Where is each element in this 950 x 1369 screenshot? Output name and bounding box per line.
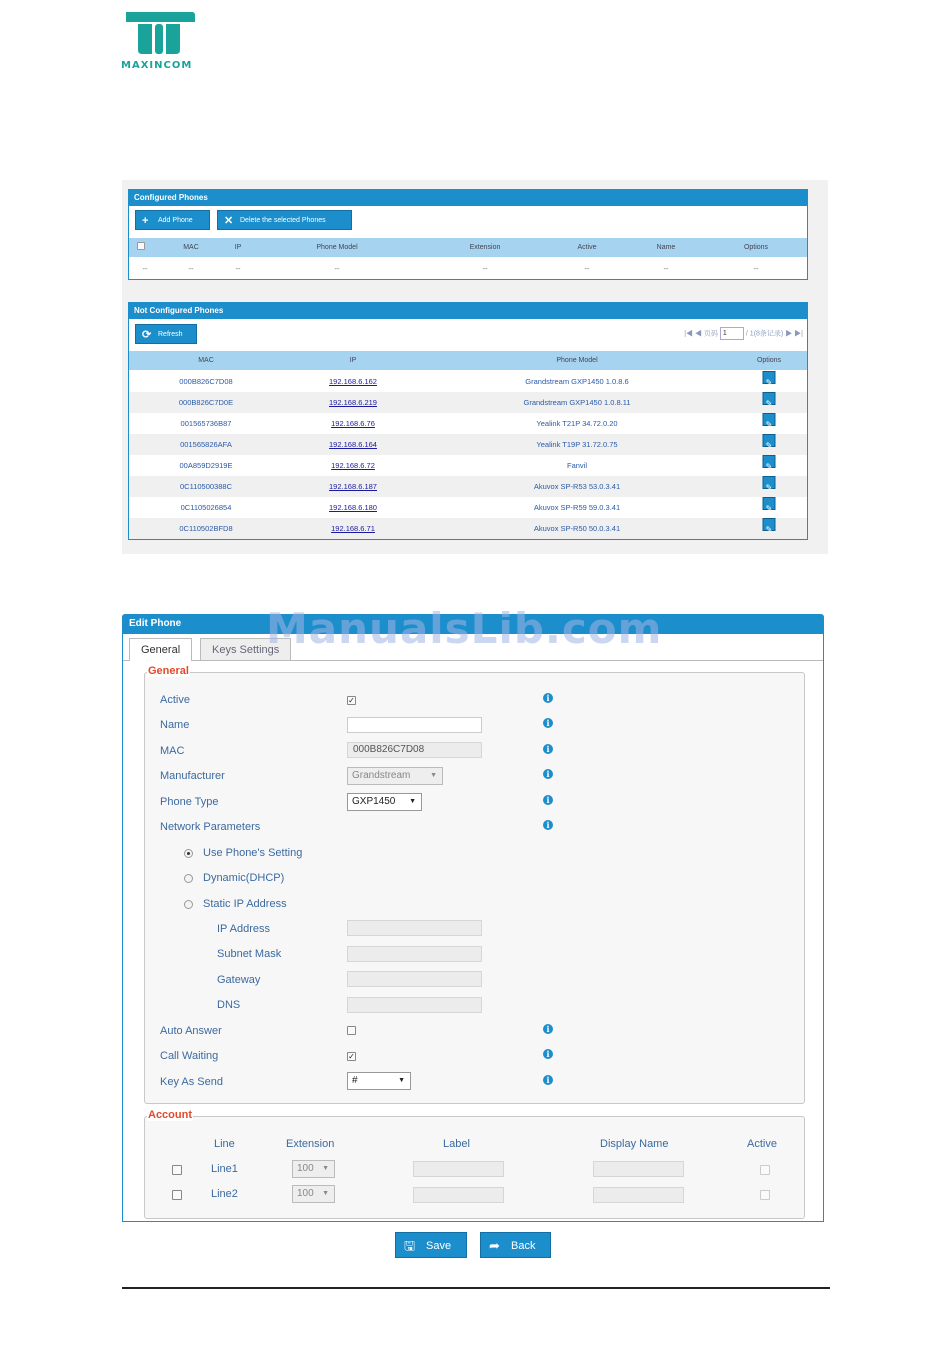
phone-model-cell: Akuvox SP-R53 53.0.3.41: [533, 482, 621, 491]
line1-select-checkbox[interactable]: [172, 1165, 182, 1175]
phone-model-cell: Grandstream GXP1450 1.0.8.6: [525, 377, 629, 386]
static-ip-label: Static IP Address: [203, 898, 287, 910]
general-fieldset: [144, 665, 805, 1104]
info-icon[interactable]: i: [543, 769, 553, 779]
gateway-label: Gateway: [217, 974, 261, 986]
refresh-label: Refresh: [158, 331, 183, 338]
network-parameters-label: Network Parameters: [160, 821, 261, 833]
table-row: 001565826AFA 192.168.6.164 Yealink T19P 31.72.0.75 ✎: [129, 434, 807, 455]
table-row: 00A859D2919E 192.168.6.72 Fanvil ✎: [129, 455, 807, 476]
phone-model-cell: Yealink T19P 31.72.0.75: [536, 440, 618, 449]
ip-link[interactable]: 192.168.6.164: [329, 440, 377, 449]
not-configured-phones-panel: [128, 302, 808, 540]
table-row: -- -- -- -- -- -- -- --: [142, 264, 759, 273]
line2-select-checkbox[interactable]: [172, 1190, 182, 1200]
back-label: Back: [511, 1240, 536, 1252]
phone-type-value: GXP1450: [352, 796, 396, 807]
info-icon[interactable]: i: [543, 718, 553, 728]
dns-input[interactable]: [347, 997, 482, 1013]
line1-active-checkbox[interactable]: [760, 1165, 770, 1175]
mac-label: MAC: [160, 745, 185, 757]
page-total: / 1(8条记录): [745, 330, 784, 338]
phone-model-cell: Akuvox SP-R59 59.0.3.41: [533, 503, 621, 512]
not-configured-title: Not Configured Phones: [129, 303, 807, 319]
configured-phones-title: Configured Phones: [129, 190, 807, 206]
ip-link[interactable]: 192.168.6.72: [331, 461, 375, 470]
ip-link[interactable]: 192.168.6.219: [329, 398, 377, 407]
key-as-send-label: Key As Send: [160, 1076, 223, 1088]
mac-cell: 00A859D2919E: [179, 461, 233, 470]
col-options: Options: [743, 244, 769, 251]
info-icon[interactable]: i: [543, 693, 553, 703]
phone-type-label: Phone Type: [160, 796, 219, 808]
name-label: Name: [160, 719, 190, 731]
pager: [684, 327, 803, 341]
add-phone-button[interactable]: [135, 210, 210, 230]
general-legend: General: [148, 665, 189, 677]
mac-cell: 001565736B87: [180, 419, 232, 428]
table-row: 000B826C7D0E 192.168.6.219 Grandstream GXP1450 1.0.8.11 ✎: [129, 392, 807, 413]
name-input[interactable]: [347, 717, 482, 733]
phone-model-cell: Fanvil: [566, 461, 588, 470]
mac-cell: 0C1105026854: [180, 503, 232, 512]
col-options: Options: [756, 357, 782, 364]
line1-label-input[interactable]: [413, 1161, 504, 1177]
prev-page-icon[interactable]: ◀: [694, 330, 704, 338]
table-row: 0C1105026854 192.168.6.180 Akuvox SP-R59 59.0.3.41 ✎: [129, 497, 807, 518]
save-button[interactable]: [395, 1232, 467, 1258]
line2-label-input[interactable]: [413, 1187, 504, 1203]
info-icon[interactable]: i: [543, 1049, 553, 1059]
table-row: 001565736B87 192.168.6.76 Yealink T21P 34.72.0.20 ✎: [129, 413, 807, 434]
ip-address-label: IP Address: [217, 923, 270, 935]
maxincom-wordmark: MAXINCOM: [121, 60, 193, 71]
col-active: Active: [747, 1138, 777, 1150]
phone-type-select[interactable]: [347, 793, 422, 811]
chevron-down-icon: ▼: [322, 1165, 329, 1172]
auto-answer-checkbox[interactable]: [347, 1026, 356, 1035]
phone-model-cell: Akuvox SP-R50 50.0.3.41: [533, 524, 621, 533]
mac-cell: 001565826AFA: [180, 440, 232, 449]
ip-link[interactable]: 192.168.6.187: [329, 482, 377, 491]
refresh-icon: ⟳: [142, 329, 152, 341]
manufacturer-select[interactable]: [347, 767, 443, 785]
last-page-icon[interactable]: ▶|: [794, 330, 803, 338]
col-ip: IP: [349, 357, 357, 364]
ip-address-input[interactable]: [347, 920, 482, 936]
account-legend: Account: [148, 1109, 192, 1121]
table-row: 000B826C7D08 192.168.6.162 Grandstream GXP1450 1.0.8.6 ✎: [129, 371, 807, 392]
mac-cell: 0C110500388C: [180, 482, 232, 491]
col-extension: Extension: [469, 244, 501, 251]
line1-label: Line1: [211, 1163, 238, 1175]
col-active: Active: [577, 244, 597, 251]
chevron-down-icon: ▼: [430, 772, 437, 779]
ip-link[interactable]: 192.168.6.162: [329, 377, 377, 386]
active-checkbox[interactable]: ✓: [348, 696, 355, 705]
col-line: Line: [214, 1138, 235, 1150]
dns-label: DNS: [217, 999, 241, 1011]
watermark: ManualsLib.com: [266, 604, 663, 653]
chevron-down-icon: ▼: [322, 1190, 329, 1197]
edit-phone-screenshot: [122, 614, 828, 1259]
dhcp-radio[interactable]: [184, 874, 193, 883]
col-extension: Extension: [286, 1138, 335, 1150]
edit-phone-title: Edit Phone: [122, 614, 824, 634]
plus-icon: +: [142, 215, 149, 227]
save-label: Save: [426, 1240, 452, 1252]
info-icon[interactable]: i: [543, 1024, 553, 1034]
subnet-mask-label: Subnet Mask: [217, 948, 282, 960]
tab-keys-settings[interactable]: Keys Settings: [200, 638, 291, 660]
edit-phone-body: [122, 634, 824, 1222]
gateway-input[interactable]: [347, 971, 482, 987]
next-page-icon[interactable]: ▶: [785, 330, 795, 338]
page-input[interactable]: 1: [720, 327, 744, 340]
delete-selected-button[interactable]: [217, 210, 352, 230]
table-row: 0C110500388C 192.168.6.187 Akuvox SP-R53 53.0.3.41 ✎: [129, 476, 807, 497]
manufacturer-label: Manufacturer: [160, 770, 225, 782]
ip-link[interactable]: 192.168.6.180: [329, 503, 377, 512]
col-phone-model: Phone Model: [316, 244, 358, 251]
call-waiting-checkbox[interactable]: ✓: [348, 1052, 355, 1061]
ip-link[interactable]: 192.168.6.71: [331, 524, 375, 533]
line2-display-name-input[interactable]: [593, 1187, 684, 1203]
phone-model-cell: Yealink T21P 34.72.0.20: [536, 419, 618, 428]
table-row: 0C110502BFD8 192.168.6.71 Akuvox SP-R50 50.0.3.41 ✎: [129, 518, 807, 539]
close-icon: ✕: [224, 215, 234, 227]
col-label: Label: [443, 1138, 470, 1150]
info-icon[interactable]: i: [543, 820, 553, 830]
not-configured-table-header: [129, 351, 807, 370]
info-icon[interactable]: i: [543, 795, 553, 805]
account-fieldset: [144, 1109, 805, 1219]
col-mac: MAC: [198, 357, 214, 364]
ip-link[interactable]: 192.168.6.76: [331, 419, 375, 428]
chevron-down-icon: ▼: [409, 798, 416, 805]
col-ip: IP: [234, 244, 242, 251]
page-label: 页码: [703, 330, 718, 338]
key-as-send-value: #: [352, 1075, 358, 1086]
col-name: Name: [656, 244, 676, 251]
tab-general[interactable]: General: [129, 638, 192, 661]
col-display-name: Display Name: [600, 1138, 669, 1150]
refresh-button[interactable]: [135, 324, 197, 344]
first-page-icon[interactable]: |◀: [684, 330, 694, 338]
add-phone-label: Add Phone: [158, 217, 193, 224]
auto-answer-label: Auto Answer: [160, 1025, 222, 1037]
back-button[interactable]: [480, 1232, 551, 1258]
mac-cell: 0C110502BFD8: [179, 524, 233, 533]
configured-table-header: [129, 238, 807, 257]
phone-model-cell: Grandstream GXP1450 1.0.8.11: [523, 398, 631, 407]
key-as-send-select[interactable]: [347, 1072, 411, 1090]
mac-cell: 000B826C7D08: [179, 377, 233, 386]
manufacturer-value: Grandstream: [352, 770, 411, 781]
info-icon[interactable]: i: [543, 744, 553, 754]
mac-cell: 000B826C7D0E: [178, 398, 234, 407]
use-phone-setting-radio[interactable]: [184, 849, 193, 858]
share-arrow-icon: ➦: [489, 1238, 500, 1253]
line2-extension-select[interactable]: 100 ▼: [292, 1185, 335, 1203]
chevron-down-icon: ▼: [398, 1077, 405, 1084]
call-waiting-label: Call Waiting: [160, 1050, 219, 1062]
subnet-mask-input[interactable]: [347, 946, 482, 962]
use-phone-setting-label: Use Phone's Setting: [203, 847, 303, 859]
line1-display-name-input[interactable]: [593, 1161, 684, 1177]
static-ip-radio[interactable]: [184, 900, 193, 909]
mac-input[interactable]: 000B826C7D08: [347, 742, 482, 758]
col-mac: MAC: [183, 244, 199, 251]
select-all-checkbox[interactable]: [141, 238, 149, 257]
info-icon[interactable]: i: [543, 1075, 553, 1085]
active-label: Active: [160, 694, 190, 706]
configured-phones-panel: [128, 189, 808, 280]
col-phone-model: Phone Model: [556, 357, 598, 364]
dhcp-label: Dynamic(DHCP): [203, 872, 285, 884]
delete-selected-label: Delete the selected Phones: [240, 217, 326, 224]
line2-active-checkbox[interactable]: [760, 1190, 770, 1200]
line1-extension-select[interactable]: 100 ▼: [292, 1160, 335, 1178]
line2-label: Line2: [211, 1188, 238, 1200]
phones-screenshot: [122, 180, 828, 554]
footer-divider: [122, 1287, 830, 1289]
floppy-disk-icon: 🖫: [404, 1238, 416, 1253]
